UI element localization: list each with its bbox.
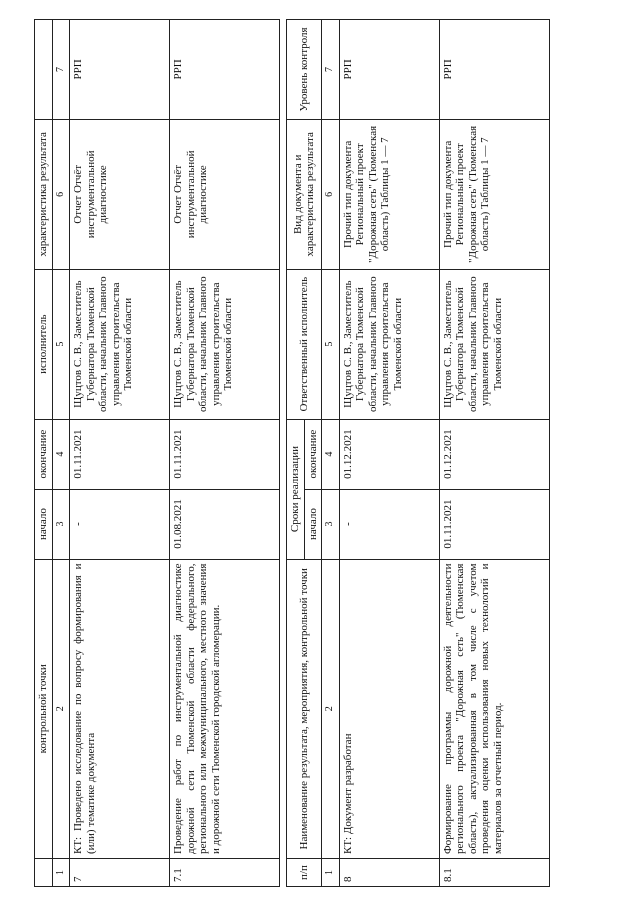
col-num: 2 <box>52 559 70 859</box>
row-number: 8.1 <box>439 859 549 887</box>
table-row <box>339 20 439 887</box>
row-doc: Прочий тип документа Региональный проект "Дорожная сеть" (Тюменская область) Таблицы 1 — 7 <box>439 119 549 269</box>
header-name: Наименование результата, мероприятия, контрольной точки <box>287 559 322 859</box>
number-row <box>322 20 340 887</box>
header-doc: Вид документа и характеристика результата <box>287 119 322 269</box>
row-number: 8 <box>339 859 439 887</box>
row-level: РРП <box>439 20 549 120</box>
row-start: - <box>70 489 170 559</box>
row-end: 01.11.2021 <box>170 419 280 489</box>
control-points-table <box>34 19 550 887</box>
header-row <box>35 20 53 887</box>
row-number: 7.1 <box>170 859 280 887</box>
row-level: РРП <box>339 20 439 120</box>
row-end: 01.12.2021 <box>439 419 549 489</box>
col-num: 5 <box>322 269 340 419</box>
row-exec: Щуцтов С. В., Заместитель Губернатора Тюменской области, начальник Главного управления строительства Тюменской области <box>70 269 170 419</box>
row-exec: Щуцтов С. В., Заместитель Губернатора Тюменской области, начальник Главного управления строительства Тюменской области <box>439 269 549 419</box>
header-level: Уровень контроля <box>287 20 322 120</box>
row-doc: Отчет Отчёт инструментальной диагностике <box>70 119 170 269</box>
row-number: 7 <box>70 859 170 887</box>
row-exec: Щуцтов С. В., Заместитель Губернатора Тюменской области, начальник Главного управления строительства Тюменской области <box>339 269 439 419</box>
col-num: 4 <box>52 419 70 489</box>
header-end: окончание <box>304 419 322 489</box>
row-start: 01.11.2021 <box>439 489 549 559</box>
header-start: начало <box>35 489 53 559</box>
table-row <box>70 20 170 887</box>
header-row-2 <box>287 20 305 887</box>
col-num: 1 <box>322 859 340 887</box>
row-level: РРП <box>70 20 170 120</box>
header-doc: характеристика результата <box>35 119 53 269</box>
row-name: Формирование программы дорожной деятельности регионального проекта "Дорожная сеть" (Тюменская область), актуализированная в том числе с учетом проведения оценки использования новых технологий и материалов за отчетный период. <box>439 559 549 859</box>
col-num: 1 <box>52 859 70 887</box>
row-doc: Отчет Отчёт инструментальной диагностике <box>170 119 280 269</box>
table-row <box>439 20 549 887</box>
col-num: 6 <box>322 119 340 269</box>
header-end: окончание <box>35 419 53 489</box>
row-exec: Щуцтов С. В., Заместитель Губернатора Тюменской области, начальник Главного управления строительства Тюменской области <box>170 269 280 419</box>
col-num: 3 <box>322 489 340 559</box>
row-end: 01.11.2021 <box>70 419 170 489</box>
row-doc: Прочий тип документа Региональный проект "Дорожная сеть" (Тюменская область) Таблицы 1 — 7 <box>339 119 439 269</box>
header-exec: Ответственный исполнитель <box>287 269 322 419</box>
row-start: - <box>339 489 439 559</box>
row-name: Проведение работ по инструментальной диагностике дорожной сети Тюменской области федерального, регионального или межмуниципального, местного значения и дорожной сети Тюменской городской агломерации. <box>170 559 280 859</box>
row-name: КТ: Документ разработан <box>339 559 439 859</box>
header-np: п/п <box>287 859 322 887</box>
col-num: 6 <box>52 119 70 269</box>
col-num: 4 <box>322 419 340 489</box>
col-num: 2 <box>322 559 340 859</box>
row-name: КТ: Проведено исследование по вопросу формирования и (или) тематике документа <box>70 559 170 859</box>
table-row <box>170 20 280 887</box>
header-exec: исполнитель <box>35 269 53 419</box>
row-start: 01.08.2021 <box>170 489 280 559</box>
col-num: 7 <box>52 20 70 120</box>
header-name: контрольной точки <box>35 559 53 859</box>
header-start: начало <box>304 489 322 559</box>
row-end: 01.12.2021 <box>339 419 439 489</box>
row-level: РРП <box>170 20 280 120</box>
col-num: 5 <box>52 269 70 419</box>
header-terms: Сроки реализации <box>287 419 305 559</box>
col-num: 7 <box>322 20 340 120</box>
number-row <box>52 20 70 887</box>
col-num: 3 <box>52 489 70 559</box>
